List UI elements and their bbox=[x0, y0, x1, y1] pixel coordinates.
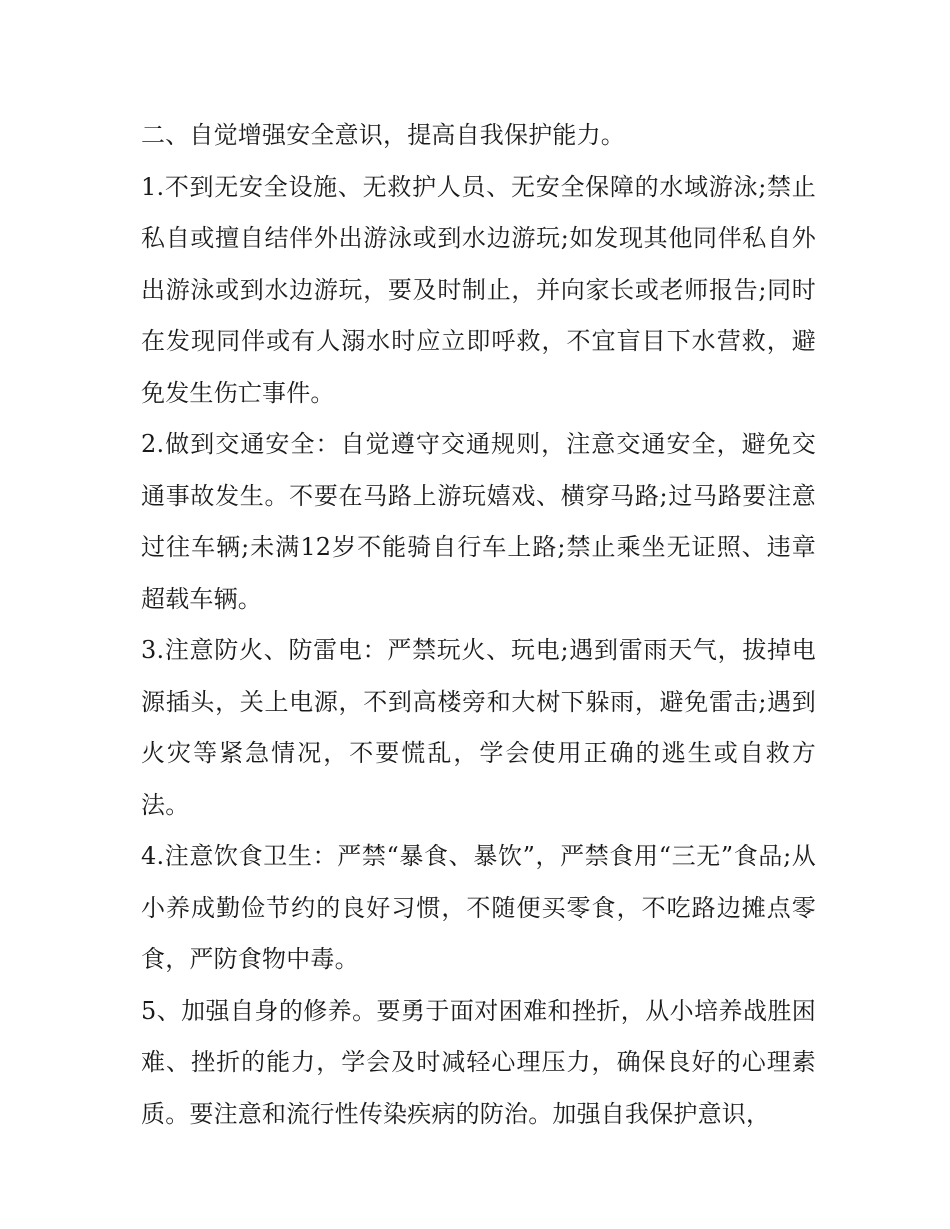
paragraph-water-safety: 1.不到无安全设施、无救护人员、无安全保障的水域游泳;禁止私自或擅自结伴外出游泳或到水边游玩;如发现其他同伴私自外出游泳或到水边游玩，要及时制止，并向家长或老师报告;同时在发现同伴或有人溺水时应立即呼救，不宜盲目下水营救，避免发生伤亡事件。 bbox=[141, 172, 816, 407]
document-body bbox=[141, 110, 816, 1140]
paragraph-fire-lightning-safety: 3.注意防火、防雷电：严禁玩火、玩电;遇到雷雨天气，拔掉电源插头，关上电源，不到高楼旁和大树下躲雨，避免雷击;遇到火灾等紧急情况，不要慌乱，学会使用正确的逃生或自救方法。 bbox=[141, 636, 816, 819]
section-heading: 二、自觉增强安全意识，提高自我保护能力。 bbox=[141, 121, 625, 149]
paragraph-self-cultivation: 5、加强自身的修养。要勇于面对困难和挫折，从小培养战胜困难、挫折的能力，学会及时减轻心理压力，确保良好的心理素质。要注意和流行性传染疾病的防治。加强自我保护意识， bbox=[141, 996, 816, 1128]
paragraph-traffic-safety: 2.做到交通安全：自觉遵守交通规则，注意交通安全，避免交通事故发生。不要在马路上游玩嬉戏、横穿马路;过马路要注意过往车辆;未满12岁不能骑自行车上路;禁止乘坐无证照、违章超载车辆。 bbox=[141, 430, 816, 613]
paragraph-food-hygiene: 4.注意饮食卫生：严禁“暴食、暴饮”，严禁食用“三无”食品;从小养成勤俭节约的良好习惯，不随便买零食，不吃路边摊点零食，严防食物中毒。 bbox=[141, 842, 816, 973]
